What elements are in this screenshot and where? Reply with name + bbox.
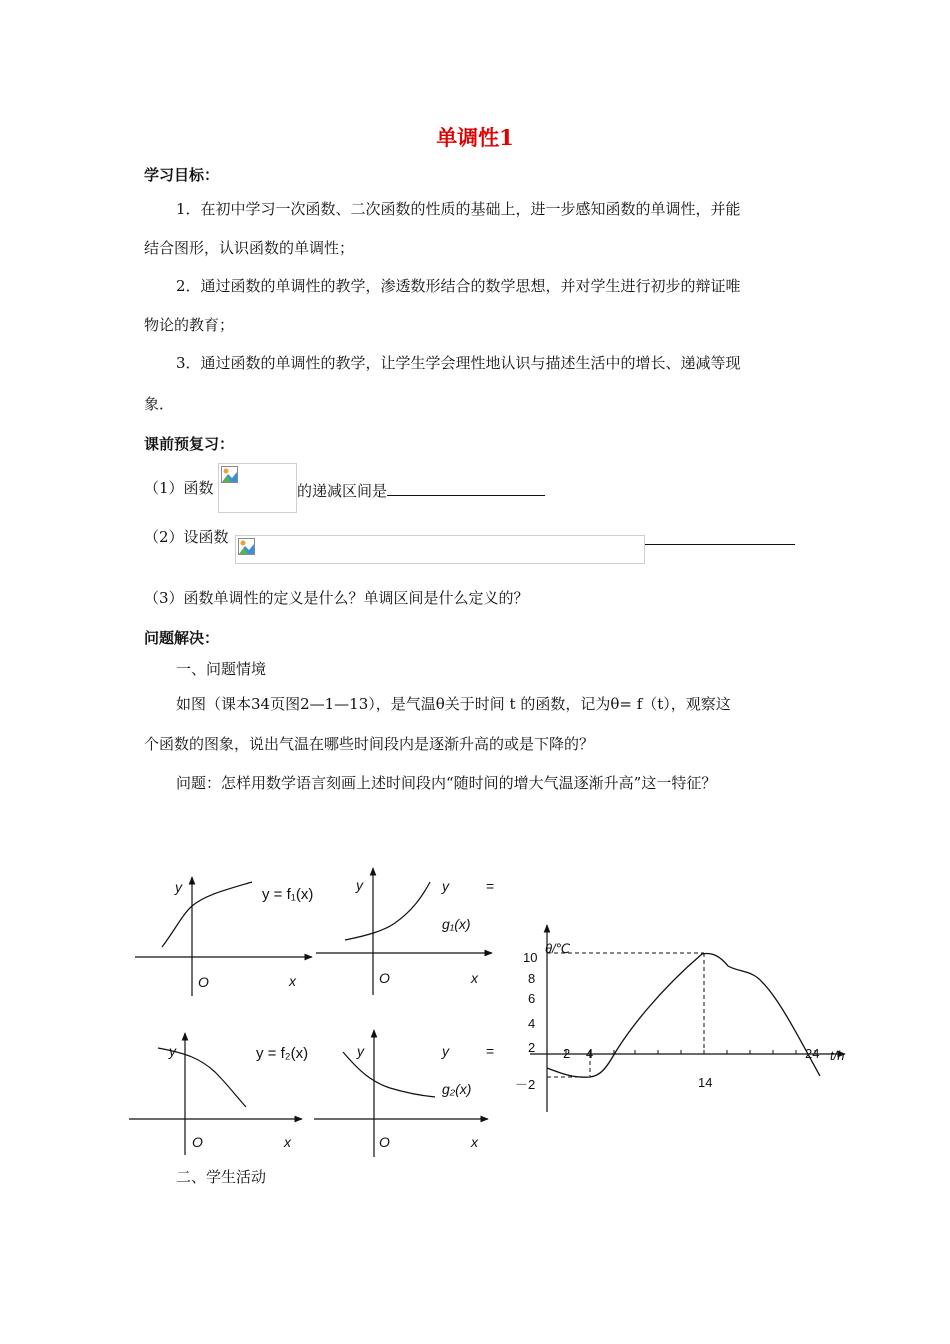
graph-g2-y-label: y	[357, 1043, 364, 1059]
question-3: （3）函数单调性的定义是什么？单调区间是什么定义的？	[144, 589, 529, 607]
graph-f1-x-label: x	[289, 973, 296, 989]
graph-g1-equation-function: g₁(x)	[442, 916, 471, 932]
temp-chart-y-tick-2: 2	[528, 1040, 536, 1055]
page-title: 单调性1	[436, 125, 514, 150]
goal-2-line-2: 物论的教育；	[144, 316, 235, 334]
temp-chart-y-tick-minus-2: －2	[515, 1077, 536, 1092]
temp-chart-y-tick-6: 6	[528, 991, 536, 1006]
temp-chart-x-label: t/h	[830, 1048, 845, 1063]
question-text: 问题：怎样用数学语言刻画上述时间段内“随时间的增大气温逐渐升高”这一特征？	[176, 774, 717, 792]
temp-chart-y-tick-10: 10	[523, 950, 538, 965]
goal-3-line-2: 象．	[144, 395, 175, 413]
graph-g1-y-label: y	[356, 877, 363, 893]
learning-goals-heading: 学习目标：	[144, 166, 220, 184]
graph-f2-origin-label: O	[192, 1134, 203, 1150]
goal-1-line-1: 1．在初中学习一次函数、二次函数的性质的基础上，进一步感知函数的单调性，并能	[176, 200, 741, 218]
temp-chart-x-tick-4: 4	[586, 1046, 594, 1061]
graph-g2-equation-function: g₂(x)	[442, 1081, 472, 1097]
temperature-chart	[515, 925, 845, 1112]
graph-g2-origin-label: O	[379, 1134, 390, 1150]
preview-heading: 课前预复习：	[144, 435, 235, 453]
graph-f1-equation: y = f₁(x)	[262, 886, 314, 903]
temp-chart-x-tick-2: 2	[563, 1046, 571, 1061]
graph-f2-equation: y = f₂(x)	[256, 1045, 309, 1062]
temp-chart-guides	[547, 953, 704, 1077]
problem-situation-subheading: 一、问题情境	[176, 660, 267, 678]
temp-chart-x-tick-14: 14	[698, 1075, 713, 1090]
temp-chart-x-tick-24: 24	[805, 1046, 820, 1061]
graph-g1-equation-equals: =	[486, 878, 495, 894]
graph-f1-y-label: y	[175, 879, 182, 895]
graph-f2-x-label: x	[284, 1134, 291, 1150]
question-1-prefix: （1）函数	[144, 479, 214, 497]
graph-g2-equation-equals: =	[486, 1043, 495, 1059]
graph-f2-y-label: y	[169, 1043, 176, 1059]
graph-g1-origin-label: O	[379, 970, 390, 986]
situation-line-2: 个函数的图象，说出气温在哪些时间段内是逐渐升高的或是下降的？	[144, 735, 595, 753]
graph-g2-x-label: x	[471, 1134, 478, 1150]
goal-2-line-1: 2．通过函数的单调性的教学，渗透数形结合的数学思想，并对学生进行初步的辩证唯	[176, 277, 741, 295]
goal-3-line-1: 3．通过函数的单调性的教学，让学生学会理性地认识与描述生活中的增长、递减等现	[176, 354, 741, 372]
graph-g1-equation-y: y	[442, 878, 449, 894]
graph-g1-x-label: x	[471, 970, 478, 986]
goal-1-line-2: 结合图形，认识函数的单调性；	[144, 239, 355, 257]
graph-f1-origin-label: O	[198, 974, 209, 990]
temp-chart-y-label: θ/℃	[545, 941, 571, 956]
problem-solving-heading: 问题解决：	[144, 629, 220, 647]
temp-chart-y-tick-8: 8	[528, 971, 536, 986]
student-activity-subheading: 二、学生活动	[176, 1168, 267, 1186]
question-1-suffix-text: 的递减区间是	[297, 482, 388, 500]
question-2-prefix: （2）设函数	[144, 528, 229, 546]
situation-line-1: 如图（课本34页图2—1—13），是气温θ关于时间 t 的函数，记为θ= f（t），观察这	[176, 695, 731, 713]
temp-chart-y-tick-4: 4	[528, 1016, 536, 1031]
graph-g2-equation-y: y	[442, 1043, 449, 1059]
